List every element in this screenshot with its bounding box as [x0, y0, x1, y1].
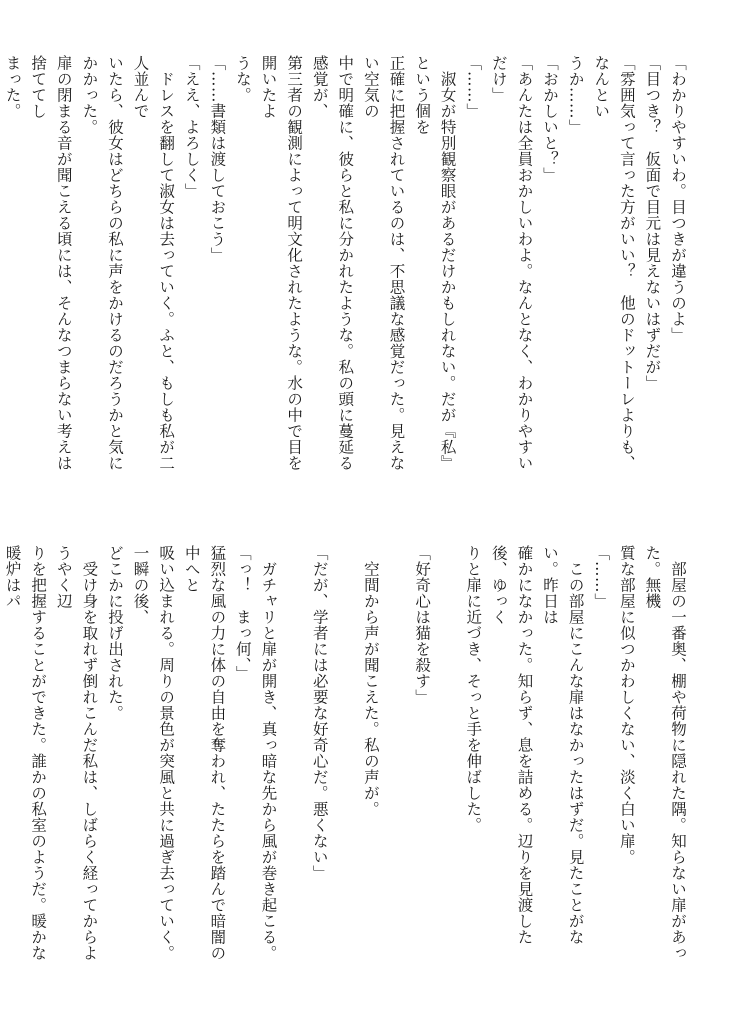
paragraph-line: うな。	[233, 55, 252, 103]
upper-text-block	[3, 55, 690, 485]
paragraph-line: まった。	[3, 55, 22, 119]
blank-line	[434, 545, 460, 975]
paragraph-line: 「おかしいと？」	[541, 55, 560, 183]
paragraph-line: 扉の閉まる音が聞こえる頃には、そんなつまらない考えは捨ててし	[29, 55, 73, 471]
paragraph-line: 「だが、学者には必要な好奇心だ。悪くない」	[310, 545, 329, 881]
paragraph-line: りと扉に近づき、そっと手を伸ばした。	[464, 545, 483, 833]
paragraph-line: 「目つき？ 仮面で目元は見えないはずだが」	[643, 55, 662, 391]
paragraph-line: りを把握することができた。誰かの私室のようだ。暖かな暖炉はパ	[3, 545, 48, 961]
paragraph-line: 「あんたは全員おかしいわよ。なんとなく、わかりやすいだけ」	[489, 55, 534, 471]
paragraph-line: どこかに投げ出された。	[105, 545, 124, 721]
paragraph-line: 「ええ、よろしく」	[182, 55, 201, 199]
blank-line	[332, 545, 358, 975]
blank-line	[383, 545, 409, 975]
paragraph-line: ガチャリと扉が開き、真っ暗な先から風が巻き起こる。	[259, 560, 278, 961]
paragraph-line: 吸い込まれる。周りの景色が突風と共に過ぎ去っていく。一瞬の後、	[131, 545, 176, 961]
lower-text-block	[3, 545, 690, 975]
paragraph-line: 淑女が特別観察眼があるだけかもしれない。だが『私』という個を	[413, 55, 457, 471]
paragraph-line: この部屋にこんな扉はなかったはずだ。見たことがない。昨日は	[541, 545, 585, 945]
paragraph-line: いたら、彼女はどちらの私に声をかけるのだろうかと気にかかった。	[80, 55, 124, 471]
paragraph-line: 受け身を取れず倒れこんだ私は、しばらく経ってからようやく辺	[54, 545, 99, 961]
paragraph-line: 「好奇心は猫を殺す」	[413, 545, 432, 705]
paragraph-line: 「……」	[464, 55, 483, 119]
paragraph-line: 第三者の観測によって明文化されたような。水の中で目を開いたよ	[259, 55, 304, 471]
paragraph-line: 部屋の一番奥、棚や荷物に隠れた隅。知らない扉があった。無機	[643, 545, 687, 961]
paragraph-line: ドレスを翻して淑女は去っていく。ふと、もしも私が二人並んで	[131, 55, 176, 471]
paragraph-line: 確かになかった。知らず、息を詰める。辺りを見渡した後、ゆっく	[489, 545, 534, 945]
paragraph-line: 「っ！ まっ何、」	[233, 545, 252, 682]
paragraph-line: 空間から声が聞こえた。私の声が。	[361, 560, 380, 817]
paragraph-line: 猛烈な風の力に体の自由を奪われ、たたらを踏んで暗闇の中へと	[182, 545, 227, 961]
paragraph-line: 中で明確に、彼らと私に分かれたような。私の頭に蔓延る感覚が、	[310, 55, 355, 471]
blank-line	[281, 545, 307, 975]
paragraph-line: 正確に把握されているのは、不思議な感覚だった。見えない空気の	[361, 55, 406, 471]
paragraph-line: 質な部屋に似つかわしくない、淡く白い扉。	[617, 545, 636, 865]
paragraph-line: 「……」	[592, 545, 611, 609]
paragraph-line: 「……書類は渡しておこう」	[208, 55, 227, 263]
paragraph-line: 「わかりやすいわ。目つきが違うのよ」	[669, 55, 687, 343]
paragraph-line: 「雰囲気って言った方がいい？ 他のドットーレよりも、なんとい	[592, 55, 636, 471]
paragraph-line: うか……」	[566, 55, 585, 135]
